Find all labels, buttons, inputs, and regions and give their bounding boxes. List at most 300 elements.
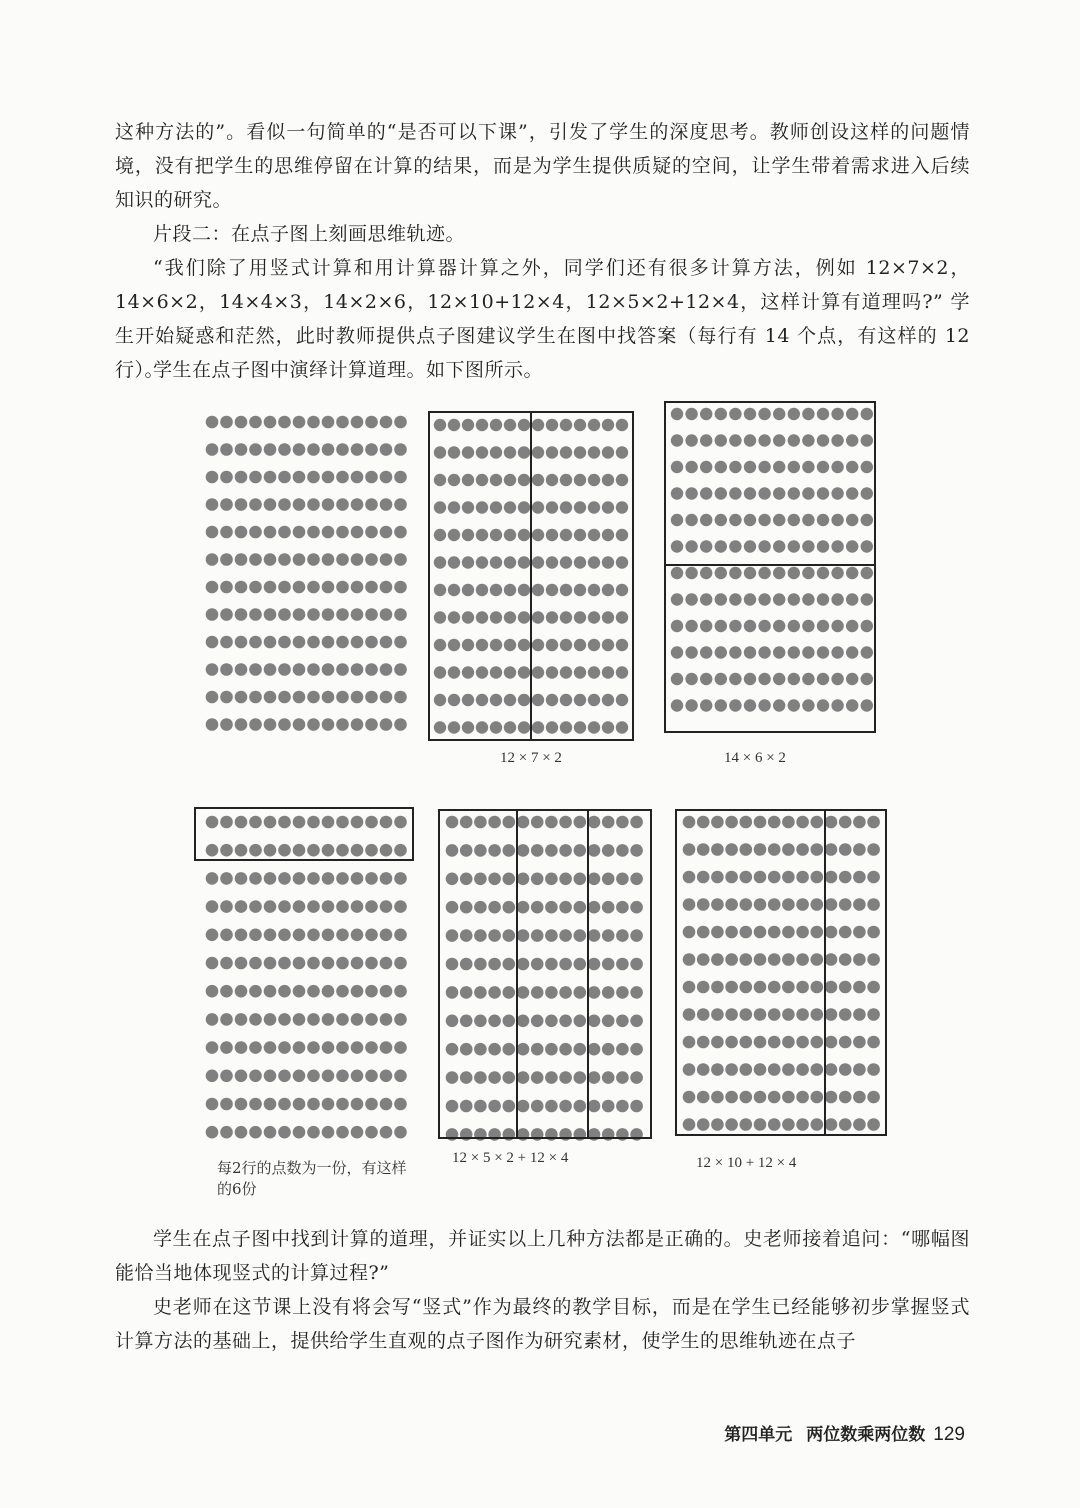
dot bbox=[782, 816, 795, 829]
dot bbox=[351, 1126, 364, 1139]
dot bbox=[206, 581, 219, 594]
dot bbox=[867, 898, 880, 911]
dot bbox=[380, 872, 393, 885]
dot bbox=[322, 636, 335, 649]
dot bbox=[394, 498, 407, 511]
dot bbox=[560, 419, 572, 431]
dot bbox=[394, 957, 407, 970]
dot bbox=[220, 553, 233, 566]
dot bbox=[811, 953, 824, 966]
dot bbox=[488, 986, 501, 999]
dot bbox=[773, 673, 785, 685]
dot bbox=[517, 844, 530, 857]
dot bbox=[711, 953, 724, 966]
dot bbox=[488, 844, 501, 857]
dot bbox=[559, 1043, 572, 1056]
dot bbox=[293, 929, 306, 942]
dot bbox=[697, 1008, 710, 1021]
dot bbox=[796, 843, 809, 856]
dot bbox=[220, 1098, 233, 1111]
dot bbox=[700, 514, 712, 526]
dot bbox=[307, 608, 320, 621]
dot bbox=[220, 816, 233, 829]
dot bbox=[588, 816, 601, 829]
dot bbox=[531, 1100, 544, 1113]
dot bbox=[220, 443, 233, 456]
dot bbox=[588, 611, 600, 623]
dot bbox=[782, 1036, 795, 1049]
dot bbox=[867, 1091, 880, 1104]
dot bbox=[715, 620, 727, 632]
dot bbox=[394, 1070, 407, 1083]
dot bbox=[503, 958, 516, 971]
dot bbox=[817, 699, 829, 711]
dot bbox=[574, 873, 587, 886]
dot bbox=[503, 929, 516, 942]
dot bbox=[802, 514, 814, 526]
dot bbox=[846, 567, 858, 579]
dot bbox=[685, 673, 697, 685]
dot bbox=[758, 567, 770, 579]
dot bbox=[293, 416, 306, 429]
dot bbox=[380, 608, 393, 621]
dot bbox=[758, 699, 770, 711]
dot bbox=[307, 1126, 320, 1139]
caption-fig5: 12 × 5 × 2 + 12 × 4 bbox=[452, 1150, 569, 1166]
dot bbox=[532, 446, 544, 458]
dot bbox=[700, 620, 712, 632]
dot bbox=[206, 526, 219, 539]
dot bbox=[616, 1043, 629, 1056]
dot bbox=[602, 584, 614, 596]
dot bbox=[380, 1041, 393, 1054]
dot bbox=[559, 1071, 572, 1084]
dot bbox=[802, 408, 814, 420]
dot bbox=[671, 487, 683, 499]
dot bbox=[630, 1071, 643, 1084]
dot bbox=[700, 461, 712, 473]
dot bbox=[700, 699, 712, 711]
dot bbox=[394, 553, 407, 566]
dot bbox=[697, 843, 710, 856]
dot bbox=[683, 843, 696, 856]
dot bbox=[336, 900, 349, 913]
dot bbox=[394, 1013, 407, 1026]
dot bbox=[768, 843, 781, 856]
dot bbox=[846, 408, 858, 420]
dot bbox=[235, 691, 248, 704]
dot bbox=[588, 901, 601, 914]
dot bbox=[853, 926, 866, 939]
dot bbox=[322, 581, 335, 594]
dot bbox=[365, 691, 378, 704]
dot bbox=[307, 553, 320, 566]
dot bbox=[490, 611, 502, 623]
dot bbox=[264, 691, 277, 704]
dot bbox=[518, 666, 530, 678]
paragraph-4: 学生在点子图中演绎计算道理。如下图所示。 bbox=[153, 359, 544, 381]
dot bbox=[336, 443, 349, 456]
dot bbox=[831, 646, 843, 658]
dot bbox=[683, 1008, 696, 1021]
dot bbox=[336, 985, 349, 998]
dot bbox=[616, 1015, 629, 1028]
dot bbox=[740, 871, 753, 884]
dot bbox=[336, 872, 349, 885]
dot bbox=[754, 1091, 767, 1104]
dot bbox=[802, 487, 814, 499]
dot bbox=[220, 929, 233, 942]
dot bbox=[380, 929, 393, 942]
dot bbox=[700, 567, 712, 579]
dot bbox=[293, 471, 306, 484]
dot bbox=[754, 871, 767, 884]
dot bbox=[336, 1070, 349, 1083]
dot bbox=[711, 1063, 724, 1076]
dot bbox=[394, 1126, 407, 1139]
dot bbox=[588, 529, 600, 541]
dot bbox=[846, 540, 858, 552]
dot bbox=[671, 593, 683, 605]
dot bbox=[773, 567, 785, 579]
dot bbox=[740, 898, 753, 911]
dot bbox=[518, 556, 530, 568]
dot bbox=[488, 1015, 501, 1028]
dot bbox=[602, 873, 615, 886]
dot bbox=[503, 1071, 516, 1084]
dot bbox=[394, 581, 407, 594]
dot bbox=[336, 608, 349, 621]
dot bbox=[796, 871, 809, 884]
dot bbox=[490, 721, 502, 733]
dot bbox=[460, 1100, 473, 1113]
dot bbox=[293, 816, 306, 829]
dot bbox=[711, 1008, 724, 1021]
dot bbox=[725, 981, 738, 994]
dot bbox=[206, 443, 219, 456]
dot bbox=[545, 1071, 558, 1084]
dot bbox=[802, 646, 814, 658]
dot bbox=[293, 844, 306, 857]
dot bbox=[394, 443, 407, 456]
dot bbox=[278, 718, 291, 731]
dot bbox=[517, 1043, 530, 1056]
dot bbox=[867, 953, 880, 966]
dot bbox=[616, 844, 629, 857]
dot bbox=[574, 1100, 587, 1113]
dot bbox=[758, 673, 770, 685]
dot bbox=[740, 926, 753, 939]
dot bbox=[559, 844, 572, 857]
dot bbox=[293, 691, 306, 704]
dot bbox=[671, 673, 683, 685]
dot bbox=[322, 471, 335, 484]
dot bbox=[839, 843, 852, 856]
dot bbox=[839, 1008, 852, 1021]
dot bbox=[206, 929, 219, 942]
dot bbox=[685, 487, 697, 499]
dot bbox=[351, 872, 364, 885]
dot bbox=[545, 1043, 558, 1056]
dot bbox=[488, 873, 501, 886]
dot bbox=[278, 1013, 291, 1026]
dot bbox=[220, 498, 233, 511]
dot bbox=[796, 1091, 809, 1104]
dot bbox=[811, 816, 824, 829]
dot bbox=[825, 1008, 838, 1021]
dot bbox=[802, 620, 814, 632]
dot bbox=[307, 663, 320, 676]
dot bbox=[322, 1098, 335, 1111]
dot bbox=[380, 443, 393, 456]
dot bbox=[825, 816, 838, 829]
dot bbox=[545, 1015, 558, 1028]
dot bbox=[616, 666, 628, 678]
dot bbox=[700, 673, 712, 685]
dot bbox=[754, 1118, 767, 1131]
dot bbox=[685, 408, 697, 420]
dot bbox=[446, 1100, 459, 1113]
dot bbox=[861, 408, 873, 420]
dot bbox=[307, 416, 320, 429]
dot bbox=[249, 443, 262, 456]
dot bbox=[839, 1118, 852, 1131]
dot bbox=[758, 408, 770, 420]
dot bbox=[235, 1041, 248, 1054]
dot bbox=[517, 816, 530, 829]
dot bbox=[545, 1100, 558, 1113]
dot bbox=[602, 501, 614, 513]
dot bbox=[278, 471, 291, 484]
dot bbox=[588, 844, 601, 857]
dot bbox=[264, 498, 277, 511]
dot bbox=[740, 1091, 753, 1104]
dot bbox=[448, 501, 460, 513]
dot bbox=[394, 526, 407, 539]
dot bbox=[249, 872, 262, 885]
dot bbox=[616, 529, 628, 541]
dot bbox=[517, 1071, 530, 1084]
dot bbox=[700, 408, 712, 420]
dot bbox=[602, 419, 614, 431]
dot bbox=[630, 929, 643, 942]
dot bbox=[811, 898, 824, 911]
dot bbox=[861, 646, 873, 658]
dot bbox=[264, 1041, 277, 1054]
dot bbox=[446, 873, 459, 886]
dot bbox=[235, 581, 248, 594]
dot bbox=[616, 611, 628, 623]
dot bbox=[307, 872, 320, 885]
dot bbox=[462, 529, 474, 541]
dot bbox=[365, 498, 378, 511]
dot bbox=[336, 526, 349, 539]
dot bbox=[588, 666, 600, 678]
dot bbox=[788, 567, 800, 579]
dot bbox=[711, 926, 724, 939]
dot bbox=[811, 843, 824, 856]
dot bbox=[700, 593, 712, 605]
dot bbox=[488, 1071, 501, 1084]
dot bbox=[278, 553, 291, 566]
dot bbox=[474, 873, 487, 886]
dot bbox=[264, 636, 277, 649]
dot bbox=[782, 953, 795, 966]
dot bbox=[380, 498, 393, 511]
dot bbox=[853, 981, 866, 994]
dot bbox=[278, 1070, 291, 1083]
dot bbox=[336, 844, 349, 857]
fig3-dots bbox=[671, 408, 873, 712]
dot bbox=[264, 553, 277, 566]
dot bbox=[574, 474, 586, 486]
dot bbox=[462, 611, 474, 623]
dot bbox=[278, 498, 291, 511]
dot bbox=[853, 1091, 866, 1104]
dot bbox=[831, 514, 843, 526]
dot bbox=[711, 1036, 724, 1049]
dot bbox=[796, 981, 809, 994]
dot bbox=[448, 666, 460, 678]
dot bbox=[220, 636, 233, 649]
dot bbox=[616, 584, 628, 596]
dot bbox=[729, 699, 741, 711]
dot bbox=[574, 816, 587, 829]
dot bbox=[867, 981, 880, 994]
dot bbox=[235, 498, 248, 511]
dot bbox=[711, 843, 724, 856]
dot bbox=[545, 844, 558, 857]
dot bbox=[796, 953, 809, 966]
dot bbox=[504, 721, 516, 733]
dot bbox=[235, 636, 248, 649]
dot bbox=[768, 816, 781, 829]
dot bbox=[546, 501, 558, 513]
dot bbox=[206, 900, 219, 913]
dot bbox=[729, 567, 741, 579]
dot bbox=[574, 1043, 587, 1056]
dot bbox=[788, 461, 800, 473]
dot bbox=[729, 434, 741, 446]
dot bbox=[574, 1071, 587, 1084]
dot bbox=[744, 620, 756, 632]
dot bbox=[559, 929, 572, 942]
dot bbox=[446, 929, 459, 942]
dot bbox=[602, 666, 614, 678]
dot bbox=[683, 953, 696, 966]
dot bbox=[351, 1013, 364, 1026]
dot bbox=[531, 958, 544, 971]
dot bbox=[532, 584, 544, 596]
dot bbox=[394, 1041, 407, 1054]
dot bbox=[307, 443, 320, 456]
dot bbox=[460, 816, 473, 829]
dot bbox=[235, 1098, 248, 1111]
dot bbox=[307, 844, 320, 857]
caption-fig2: 12 × 7 × 2 bbox=[500, 750, 562, 766]
dot bbox=[474, 1015, 487, 1028]
dot bbox=[725, 898, 738, 911]
dot bbox=[517, 1100, 530, 1113]
dot bbox=[574, 694, 586, 706]
dot bbox=[711, 816, 724, 829]
dot bbox=[434, 694, 446, 706]
dot bbox=[206, 553, 219, 566]
dot bbox=[831, 673, 843, 685]
dot bbox=[380, 471, 393, 484]
dot bbox=[460, 844, 473, 857]
dot bbox=[725, 871, 738, 884]
dot bbox=[671, 699, 683, 711]
dot bbox=[365, 608, 378, 621]
dot bbox=[744, 514, 756, 526]
dot bbox=[725, 1036, 738, 1049]
dot bbox=[476, 529, 488, 541]
dot bbox=[264, 608, 277, 621]
dot bbox=[476, 721, 488, 733]
dot bbox=[711, 1091, 724, 1104]
dot bbox=[278, 416, 291, 429]
dot bbox=[474, 816, 487, 829]
dot bbox=[715, 514, 727, 526]
dot bbox=[206, 471, 219, 484]
dot bbox=[602, 986, 615, 999]
page-number: 129 bbox=[933, 1424, 965, 1445]
dot bbox=[380, 553, 393, 566]
dot bbox=[846, 673, 858, 685]
dot bbox=[839, 816, 852, 829]
dot bbox=[380, 718, 393, 731]
dot bbox=[351, 443, 364, 456]
dot bbox=[380, 1126, 393, 1139]
dot bbox=[249, 1098, 262, 1111]
dot bbox=[817, 487, 829, 499]
dot bbox=[711, 871, 724, 884]
fig5-frame bbox=[439, 810, 651, 1138]
dot bbox=[293, 663, 306, 676]
dot bbox=[206, 1070, 219, 1083]
dot bbox=[616, 1100, 629, 1113]
dot bbox=[462, 474, 474, 486]
dot bbox=[249, 1070, 262, 1083]
dot bbox=[504, 639, 516, 651]
dot bbox=[220, 526, 233, 539]
dot bbox=[697, 1118, 710, 1131]
dot bbox=[336, 498, 349, 511]
dot bbox=[839, 926, 852, 939]
dot bbox=[249, 608, 262, 621]
dot bbox=[802, 567, 814, 579]
dot bbox=[504, 529, 516, 541]
dot bbox=[336, 1098, 349, 1111]
dot bbox=[560, 529, 572, 541]
dot bbox=[715, 646, 727, 658]
dot bbox=[754, 898, 767, 911]
dot bbox=[754, 926, 767, 939]
paragraph-5: 学生在点子图中找到计算的道理，并证实以上几种方法都是正确的。史老师接着追问：“哪幅图能恰当地体现竖式的计算过程?” bbox=[115, 1228, 970, 1284]
dot bbox=[448, 529, 460, 541]
dot bbox=[560, 694, 572, 706]
dot bbox=[503, 1043, 516, 1056]
dot bbox=[220, 1041, 233, 1054]
dot bbox=[488, 901, 501, 914]
dot bbox=[685, 461, 697, 473]
dot bbox=[683, 816, 696, 829]
dot bbox=[630, 844, 643, 857]
dot bbox=[278, 608, 291, 621]
dot bbox=[264, 957, 277, 970]
fig5-dots bbox=[446, 816, 643, 1141]
